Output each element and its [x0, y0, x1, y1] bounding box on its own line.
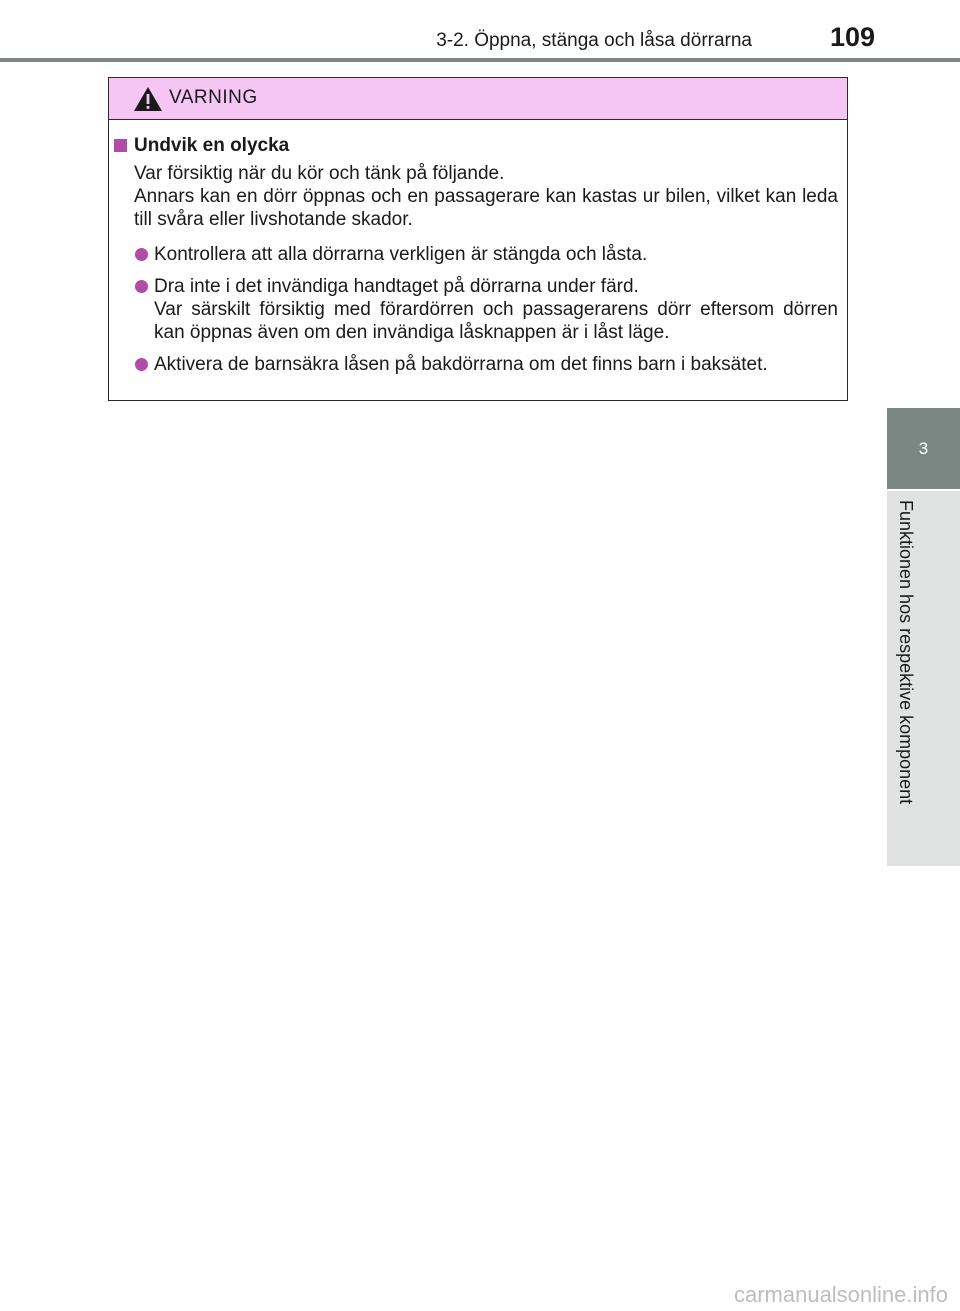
chapter-number: 3 — [918, 438, 929, 458]
warning-triangle-icon — [133, 86, 163, 112]
warning-body — [109, 120, 847, 376]
list-item — [109, 353, 838, 376]
item-text: Kontrollera att alla dörrarna verkligen är stängda och låsta. — [154, 244, 648, 265]
subheading-text: Undvik en olycka — [134, 135, 290, 156]
list-item — [109, 275, 838, 344]
warning-title: VARNING — [169, 87, 258, 108]
page-header — [0, 0, 960, 62]
intro-line: Annars kan en dörr öppnas och en passagerare kan kastas ur bilen, vilket kan leda till svåra eller livshotande skador. — [134, 186, 838, 230]
item-text: Var särskilt försiktig med förardörren och passagerarens dörr eftersom dörren kan öppnas även om den invändiga låsknappen är i låst läge. — [154, 299, 838, 343]
item-text: Dra inte i det invändiga handtaget på dörrarna under färd. — [154, 276, 639, 297]
item-text: Aktivera de barnsäkra låsen på bakdörrarna om det finns barn i baksätet. — [154, 354, 768, 375]
chapter-label: Funktionen hos respektive komponent — [896, 500, 916, 805]
warning-intro — [134, 162, 838, 231]
intro-line: Var försiktig när du kör och tänk på följande. — [134, 163, 505, 184]
chapter-tab[interactable] — [887, 408, 960, 489]
dot-bullet-icon — [135, 280, 148, 293]
square-bullet-icon — [114, 139, 127, 152]
list-item — [109, 243, 838, 266]
warning-box — [108, 77, 848, 401]
page-number: 109 — [830, 22, 876, 52]
header-rule — [0, 58, 960, 62]
dot-bullet-icon — [135, 358, 148, 371]
dot-bullet-icon — [135, 248, 148, 261]
footer-watermark: carmanualsonline.info — [733, 1282, 948, 1307]
section-title: 3-2. Öppna, stänga och låsa dörrarna — [436, 30, 752, 51]
warning-items — [109, 243, 838, 376]
warning-header — [109, 78, 847, 120]
warning-subheading — [109, 134, 838, 158]
